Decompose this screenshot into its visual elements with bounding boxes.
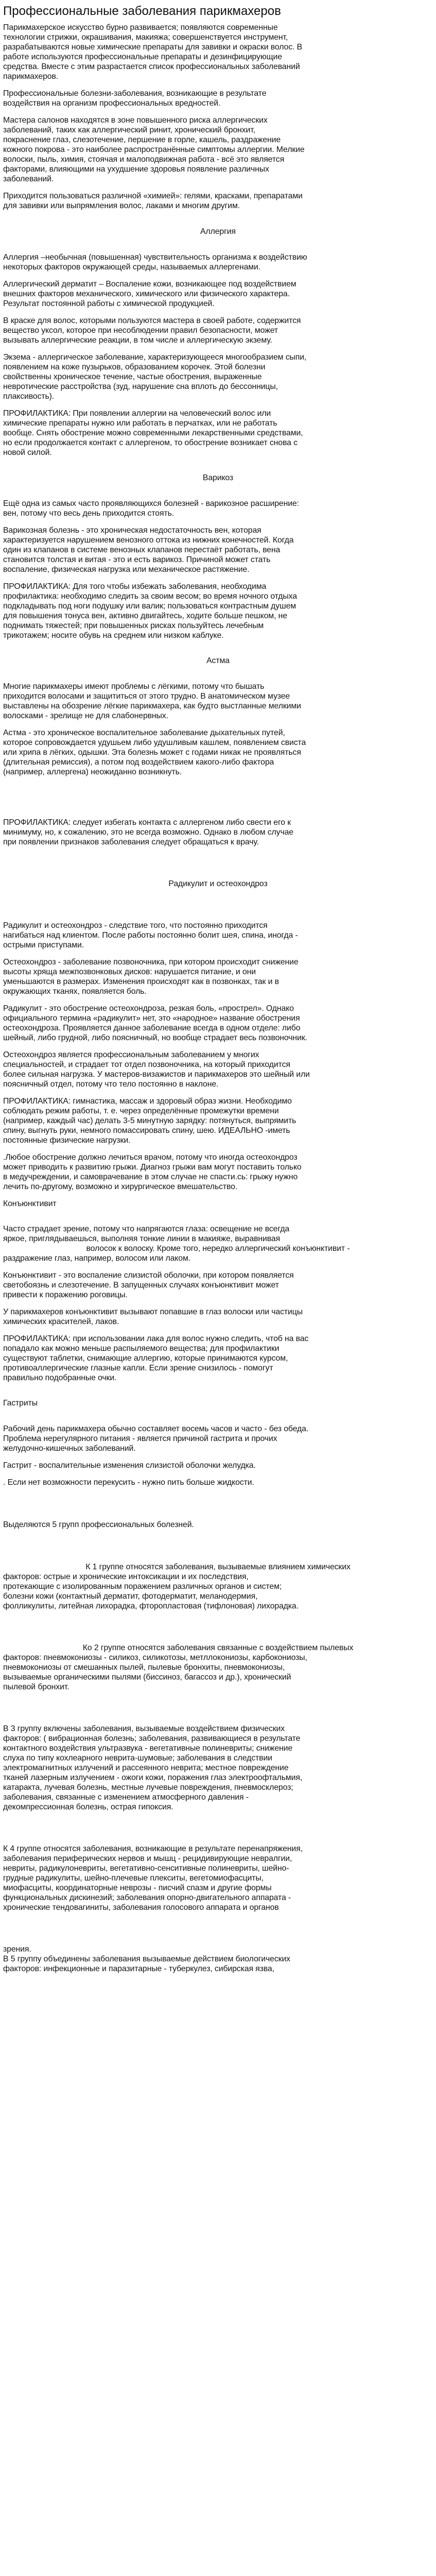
text-line: шейный, либо грудной, либо поясничный, но вообще страдает весь позвоночник. bbox=[3, 1033, 307, 1042]
text-line: В 3 группу включены заболевания, вызываемые воздействием физических bbox=[3, 1724, 285, 1733]
text-line: нагибаться над клиентом. После работы постоянно болит шея, спина, иногда - bbox=[3, 931, 298, 940]
text-line: функциональных дискинезий; заболевания опорно-двигательного аппарата - bbox=[3, 1893, 291, 1902]
text-line: Многие парикмахеры имеют проблемы с лёгкими, потому что бышать bbox=[3, 682, 265, 691]
text-line: заболевания, связанные с изменением атмосферного давления - bbox=[3, 1793, 249, 1802]
text-line: постоянные физические нагрузки. bbox=[3, 1136, 131, 1145]
section-heading: К 1 группе относятся заболевания, вызываемые влиянием химических bbox=[85, 1563, 351, 1571]
text-line: вен, потому что весь день приходится стоять. bbox=[3, 509, 175, 518]
text-line: окружающих тканях, появляется боль. bbox=[3, 987, 147, 996]
section-heading: Ко 2 группе относятся заболевания связанные с воздействием пылевых bbox=[82, 1643, 354, 1652]
text-line: Выделяются 5 групп профессиональных болезней. bbox=[3, 1520, 194, 1529]
text-line: Гастрит - воспалительные изменения слизистой оболочки желудка. bbox=[3, 1461, 256, 1470]
text-line: протекающие с изолированным поражением различных органов и систем; bbox=[3, 1582, 282, 1591]
text-line: для завивки или выпрямления волос, лаками и многим другим. bbox=[3, 201, 240, 210]
text-line: раздражение глаз, например, волосом или лаком. bbox=[3, 1254, 191, 1263]
text-line: Конъюнктивит - это воспаление слизистой оболочки, при котором появляется bbox=[3, 1271, 294, 1280]
text-line: привести к поражению роговицы. bbox=[3, 1291, 128, 1299]
text-line: заболевания периферических нервов и мышц - рецидивирующие невралгии, bbox=[3, 1854, 292, 1863]
text-line: Астма - это хроническое воспалительное заболевание дыхательных путей, bbox=[3, 728, 285, 737]
text-line: минимуму, но, к сожалению, это не всегда возможно. Однако в любом случае bbox=[3, 828, 293, 837]
text-line: характеризуется нарушением венозного оттока из нижних конечностей. Когда bbox=[3, 536, 294, 545]
text-line: ПРОФИЛАКТИКА: Для того чтобы избежать заболевания, необходима bbox=[3, 582, 267, 591]
text-line: остеохондроза. Проявляется данное заболевание всегда в одном отделе: либо bbox=[3, 1024, 301, 1032]
text-line: Гастриты bbox=[3, 1399, 38, 1408]
text-line: воздействия на организм профессиональных вредностей. bbox=[3, 99, 221, 108]
text-line: при появлении признаков заболевания следует обращаться к врачу. bbox=[3, 838, 259, 846]
text-line: средства. Вместе с этим разрастается список профессиональных заболеваний bbox=[3, 62, 300, 71]
text-line: трикотажем; носите обувь на среднем или низком каблуке. bbox=[3, 631, 224, 640]
text-line: болезни кожи (контактный дерматит, фотодерматит, меланодермия, bbox=[3, 1592, 258, 1601]
text-line: специальностей, и страдает тот отдел позвоночника, на который приходится bbox=[3, 1060, 290, 1069]
text-line: яркое, приглядываешься, выполняя тонкие линии в макияже, выравнивая bbox=[3, 1234, 281, 1243]
text-line: Профессиональные болезни-заболевания, возникающие в результате bbox=[3, 89, 267, 98]
text-line: кожного покрова - это наиболее распространённые симптомы аллергии. Мелкие bbox=[3, 145, 305, 154]
text-line: слуха по типу кохлеарного неврита-шумовые; заболевания в следствии bbox=[3, 1754, 272, 1762]
text-line: волосками - зрелище не для слабонервных. bbox=[3, 711, 168, 720]
text-line: существуют таблетки, снимающие аллергию, которые принимаются курсом, bbox=[3, 1354, 288, 1363]
text-line: желудочно-кишечных заболеваний. bbox=[3, 1444, 136, 1453]
text-line: факторов: острые и хронические интоксикации и их последствия, bbox=[3, 1572, 249, 1581]
section-heading: волосок к волоску. Кроме того, нередко аллергический конъюнктивит - bbox=[86, 1244, 350, 1253]
text-line: Приходится пользоваться различной «химией»: гелями, красками, препаратами bbox=[3, 192, 303, 200]
text-line: К 4 группе относятся заболевания, возникающие в результате перенапряжения, bbox=[3, 1844, 303, 1853]
text-line: внешних факторов механического, химического или физического характера. bbox=[3, 290, 290, 298]
text-line: но если продолжается контакт с аллергеном, то обострение возникает снова с bbox=[3, 438, 298, 447]
text-line: В 5 группу объединены заболевания вызываемые действием биологических bbox=[3, 1955, 290, 1963]
page-title: Профессиональные заболевания парикмахеров bbox=[3, 4, 281, 18]
text-line: официального термина «радикулит» нет, это «народное» название обострения bbox=[3, 1014, 300, 1023]
text-line: У парикмахеров конъюнктивит вызывают попавшие в глаз волоски или частицы bbox=[3, 1308, 303, 1316]
text-line: декомпрессионная болезнь, острая гипоксия. bbox=[3, 1803, 173, 1811]
text-line: острыми приступами. bbox=[3, 941, 84, 950]
text-line: ПРОФИЛАКТИКА: при использовании лака для волос нужно следить, чтоб на вас bbox=[3, 1334, 309, 1343]
text-line: Экзема - аллергическое заболевание, характеризующееся многообразием сыпи, bbox=[3, 353, 307, 362]
text-line: катаракта, лучевая болезнь, местные лучевые повреждения, пневмосклероз; bbox=[3, 1783, 293, 1792]
text-line: контактного воздействия ультразвука - вегетативные полиневриты; снижение bbox=[3, 1744, 293, 1753]
text-line: вообще. Снять обострение можно современными лекарственными средствами, bbox=[3, 429, 303, 437]
text-line: Остеохондроз является профессиональным заболеванием у многих bbox=[3, 1050, 259, 1059]
text-line: Рабочий день парикмахера обычно составляет восемь часов и часто - без обеда. bbox=[3, 1425, 309, 1433]
text-line: (длительная ремиссия), а потом под воздействием какого-либо фактора bbox=[3, 758, 274, 767]
text-line: вызываемые органическими пылями (биссиноз, багассоз и др.), хронический bbox=[3, 1673, 291, 1682]
text-line: пылевой бронхит. bbox=[3, 1683, 69, 1691]
text-line: или хрипа в лёгких, одышки. Эта болезнь может с годами никак не проявляться bbox=[3, 748, 301, 757]
text-line: правильно подобранные очки. bbox=[3, 1374, 117, 1382]
text-line: Радикулит и остеохондроз - следствие того, что постоянно приходится bbox=[3, 921, 268, 930]
text-line: факторов: пневмокониозы - силикоз, силикотозы, метллокониозы, карбокониозы, bbox=[3, 1653, 307, 1662]
text-line: может приводить к развитию грыжи. Диагноз грыжи вам могут поставить только bbox=[3, 1163, 302, 1172]
text-line: которое сопровождается удушьем либо удушливым кашлем, появлением свиста bbox=[3, 738, 306, 747]
text-line: попадало как можно меньше распыляемого вещества; для профилактики bbox=[3, 1344, 280, 1353]
text-line: пневмокониозы от смешанных пылей, пылевые бронхиты, пневмокониозы, bbox=[3, 1663, 285, 1672]
text-line: приходится волосами и защититься от этого трудно. В анатомическом музее bbox=[3, 692, 290, 701]
text-line: ПРОФИЛАКТИКА: следует избегать контакта с аллергеном либо свести его к bbox=[3, 818, 291, 827]
text-line: Аллергия –необычная (повышенная) чувствительность организма к воздействию bbox=[3, 253, 307, 262]
text-line: некоторых факторов окружающей среды, называемых аллергенами. bbox=[3, 263, 261, 272]
text-line: факторов: ( вибрационная болезнь; заболевания, развивающиеся в результате bbox=[3, 1734, 301, 1743]
text-line: один из клапанов в системе венозных клапанов перестаёт работать, вена bbox=[3, 546, 281, 554]
text-line: Аллергический дерматит – Воспаление кожи, возникающее под воздействием bbox=[3, 280, 297, 289]
text-line: Парикмахерское искусство бурно развивается; появляются современные bbox=[3, 23, 278, 32]
text-line: Радикулит - это обострение остеохондроза, резкая боль, «прострел». Однако bbox=[3, 1004, 294, 1013]
text-line: тканей лазерным излучением - ожоги кожи, поражения глаз электроофтальмия, bbox=[3, 1773, 303, 1782]
text-line: Ещё одна из самых часто проявляющихся болезней - варикозное расширение: bbox=[3, 499, 299, 508]
text-line: вещество уксол, которое при несоблюдении правил безопасности, может bbox=[3, 326, 278, 335]
text-line: выставлены на обозрение лёгкие парикмахера, как будто выстланные мелкими bbox=[3, 702, 301, 710]
text-line: парикмахеров. bbox=[3, 72, 59, 81]
text-line: хронические тендовагиниты, заболевания голосового аппарата и органов bbox=[3, 1903, 279, 1912]
text-line: для повышения тонуса вен, активно двигайтесь, ходите больше пешком, не bbox=[3, 612, 287, 620]
text-line: противоаллергические глазные капли. Если зрение снизилось - помогут bbox=[3, 1364, 273, 1372]
section-heading: Астма bbox=[206, 656, 230, 665]
section-heading: Радикулит и остеохондроз bbox=[168, 879, 268, 888]
text-line: соблюдать режим работы, т. е. через определённые промежутки времени bbox=[3, 1107, 279, 1115]
text-line: фолликулиты, литейная лихорадка, фторопластовая (тифлоновая) лихорадка. bbox=[3, 1602, 299, 1611]
text-line: профилактика: необходимо следить за своим весом; во время ночного отдыха bbox=[3, 592, 297, 601]
text-line: Результат постоянной работы с химической продукцией. bbox=[3, 299, 215, 308]
text-line: (например, аллергена) неожиданно возникнуть. bbox=[3, 768, 182, 776]
text-line: .Любое обострение должно лечиться врачом, потому что иногда остеохондроз bbox=[3, 1153, 298, 1162]
text-line: Мастера салонов находятся в зоне повышенного риска аллергических bbox=[3, 116, 268, 125]
text-line: миофасциты, координаторные неврозы - писчий спазм и другие формы bbox=[3, 1884, 272, 1892]
text-line: Конъюнктивит bbox=[3, 1199, 57, 1208]
text-line: зрения. bbox=[3, 1945, 31, 1954]
text-line: невротические расстройства (зуд, нарушение сна вплоть до бессонницы, bbox=[3, 382, 278, 391]
text-line: уменьшаются в размерах. Изменения происходят как в позвонках, так и в bbox=[3, 977, 279, 986]
text-line: факторов: инфекционные и паразитарные - туберкулез, сибирская язва, bbox=[3, 1964, 274, 1973]
text-line: Варикозная болезнь - это хроническая недостаточность вен, которая bbox=[3, 526, 261, 535]
text-line: заболеваний. bbox=[3, 175, 54, 183]
section-heading: Варикоз bbox=[202, 473, 234, 482]
text-line: ПРОФИЛАКТИКА: При появлении аллергии на человеческий волос или bbox=[3, 409, 271, 418]
text-line: поднимать тяжестей; при повышенных рисках пользуйтесь лечебным bbox=[3, 621, 264, 630]
text-line: факторами, влияющими на ухудшение здоровья появление различных bbox=[3, 165, 269, 174]
text-line: поясничный отдел, потому что тело постоянно в наклоне. bbox=[3, 1080, 219, 1089]
text-line: ПРОФИЛАКТИКА: гимнастика, массаж и здоровый образ жизни. Необходимо bbox=[3, 1097, 292, 1106]
text-line: технологии стрижки, окрашивания, макияжа; совершенствуется инструмент, bbox=[3, 33, 288, 42]
text-line: плаксивость). bbox=[3, 392, 55, 401]
text-line: Проблема нерегулярного питания - является причиной гастрита и прочих bbox=[3, 1434, 277, 1443]
text-line: . Если нет возможности перекусить - нужно пить больше жидкости. bbox=[3, 1478, 254, 1487]
text-line: разрабатываются новые химические препараты для завивки и окраски волос. В bbox=[3, 43, 303, 52]
text-line: (например, каждый час) делать 3-5 минутную зарядку: потянуться, выпрямить bbox=[3, 1116, 297, 1125]
text-line: воспаление, физическая нагрузка или механическое растяжение. bbox=[3, 565, 250, 574]
section-heading: Аллергия bbox=[200, 227, 236, 236]
text-line: светобоязнь и слезотечение. В запущенных случаях конъюнктивит может bbox=[3, 1281, 279, 1290]
text-line: химические препараты нужно или работать в перчатках, или не работать bbox=[3, 419, 277, 428]
text-line: Остеохондроз - заболевание позвоночника, при котором происходит снижение bbox=[3, 958, 299, 967]
text-line: новой силой. bbox=[3, 448, 52, 457]
text-line: становится толстая и витая - это и есть варикоз. Причиной может стать bbox=[3, 555, 271, 564]
text-line: в медучреждении, и самоврачевание в этом случае не спасти.сь: грыжу нужно bbox=[3, 1173, 298, 1181]
text-line: подкладывать под ноги подушку или валик; пользоваться контрастным душем bbox=[3, 602, 297, 611]
text-line: лечить по-другому, возможно и хирургическое вмешательство. bbox=[3, 1182, 238, 1191]
text-line: спину, выгнуть руки, немного помассировать спину, шею. ИДЕАЛЬНО -иметь bbox=[3, 1126, 290, 1135]
text-line: химических красителей, лаков. bbox=[3, 1317, 119, 1326]
text-line: невриты, радикулоневриты, вегетативно-сенситивные полиневриты, шейно- bbox=[3, 1864, 289, 1873]
text-line: покраснение глаз, слезотечение, першение в горле, кашель, раздражение bbox=[3, 135, 281, 144]
text-line: заболеваний, таких как аллергический ринит, хронический бронхит, bbox=[3, 126, 255, 134]
text-line: свойственны хроническое течение, частые обострения, выраженные bbox=[3, 372, 262, 381]
text-line: вызывать аллергические реакции, в том числе и аллергическую экзему. bbox=[3, 336, 272, 345]
text-line: грудные радикулиты, шейно-плечевые плекситы, вегетомиофасциты, bbox=[3, 1874, 264, 1883]
text-line: работе используются профессиональные препараты и дезинфицирующие bbox=[3, 53, 282, 61]
text-line: В краске для волос, которыми пользуются мастера в своей работе, содержится bbox=[3, 316, 301, 325]
text-line: более сильная нагрузка. У мастеров-визажистов и парикмахеров это шейный или bbox=[3, 1070, 310, 1079]
text-line: высоты хряща межпозвонковых дисков: нарушается питание, и они bbox=[3, 968, 256, 976]
text-line: Часто страдает зрение, потому что напрягаются глаза: освещение не всегда bbox=[3, 1225, 290, 1233]
text-line: волоски, пыль, химия, стоячая и малоподвижная работа - всё это является bbox=[3, 155, 285, 164]
text-line: электромагнитных излучений и рассеянного неврита; местное повреждение bbox=[3, 1764, 289, 1772]
text-line: появлением на коже пузырьков, образованием корочек. Этой болезни bbox=[3, 363, 266, 371]
